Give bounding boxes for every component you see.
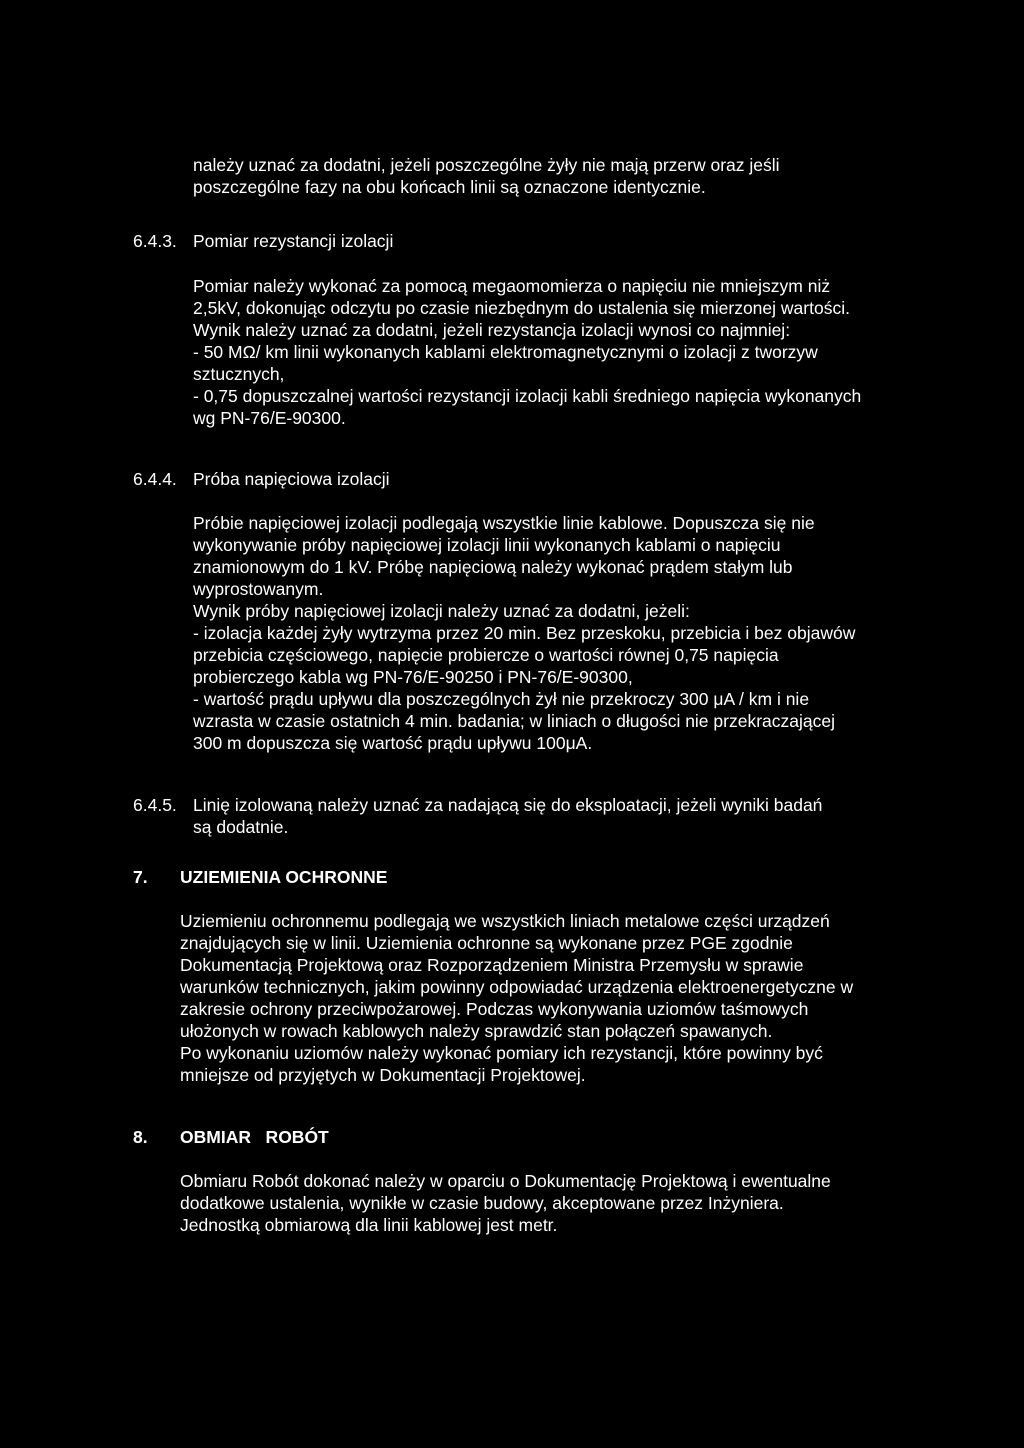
section-body-6-4-5	[193, 794, 993, 838]
paragraph-line: wykonywanie próby napięciowej izolacji linii wykonanych kablami o napięciu	[193, 535, 781, 555]
paragraph-line: - izolacja każdej żyły wytrzyma przez 20 min. Bez przeskoku, przebicia i bez objawów	[193, 623, 856, 643]
paragraph-line: Obmiaru Robót dokonać należy w oparciu o Dokumentację Projektową i ewentualne	[180, 1171, 831, 1191]
intro-paragraph	[193, 154, 993, 198]
paragraph-line: Pomiar należy wykonać za pomocą megaomomierza o napięciu nie mniejszym niż	[193, 276, 831, 296]
paragraph-line: mniejsze od przyjętych w Dokumentacji Projektowej.	[180, 1065, 586, 1085]
section-title-6-4-3: Pomiar rezystancji izolacji	[193, 231, 394, 251]
section-title-6-4-4: Próba napięciowa izolacji	[193, 469, 390, 489]
section-body-8	[180, 1170, 1000, 1236]
paragraph-line: znajdujących się w linii. Uziemienia ochronne są wykonane przez PGE zgodnie	[180, 933, 793, 953]
section-number-8: 8.	[133, 1127, 148, 1147]
paragraph-line: znamionowym do 1 kV. Próbę napięciową należy wykonać prądem stałym lub	[193, 557, 793, 577]
paragraph-line: 300 m dopuszcza się wartość prądu upływu 100μA.	[193, 733, 593, 753]
paragraph-line: sztucznych,	[193, 364, 285, 384]
paragraph-line: - 50 MΩ/ km linii wykonanych kablami elektromagnetycznymi o izolacji z tworzyw	[193, 342, 818, 362]
paragraph-line: Uziemieniu ochronnemu podlegają we wszystkich liniach metalowe części urządzeń	[180, 911, 830, 931]
section-number-6-4-4: 6.4.4.	[133, 469, 177, 489]
section-body-6-4-4	[193, 512, 993, 754]
paragraph-line: wzrasta w czasie ostatnich 4 min. badania; w liniach o długości nie przekraczającej	[193, 711, 835, 731]
paragraph-line: - wartość prądu upływu dla poszczególnych żył nie przekroczy 300 μA / km i nie	[193, 689, 810, 709]
paragraph-line: ułożonych w rowach kablowych należy sprawdzić stan połączeń spawanych.	[180, 1021, 773, 1041]
section-body-6-4-3	[193, 275, 993, 429]
paragraph-line: poszczególne fazy na obu końcach linii są oznaczone identycznie.	[193, 177, 706, 197]
paragraph-line: dodatkowe ustalenia, wynikłe w czasie budowy, akceptowane przez Inżyniera.	[180, 1193, 784, 1213]
paragraph-line: zakresie ochrony przeciwpożarowej. Podczas wykonywania uziomów taśmowych	[180, 999, 809, 1019]
paragraph-line: warunków technicznych, jakim powinny odpowiadać urządzenia elektroenergetyczne w	[180, 977, 854, 997]
paragraph-line: wg PN-76/E-90300.	[193, 408, 346, 428]
section-number-7: 7.	[133, 867, 148, 887]
paragraph-line: probierczego kabla wg PN-76/E-90250 i PN-76/E-90300,	[193, 667, 633, 687]
paragraph-line: przebicia częściowego, napięcie probiercze o wartości równej 0,75 napięcia	[193, 645, 779, 665]
paragraph-line: - 0,75 dopuszczalnej wartości rezystancji izolacji kabli średniego napięcia wykonanych	[193, 386, 862, 406]
paragraph-line: Wynik próby napięciowej izolacji należy uznać za dodatni, jeżeli:	[193, 601, 690, 621]
section-body-7	[180, 910, 1000, 1086]
section-number-6-4-5: 6.4.5.	[133, 795, 177, 815]
paragraph-line: Linię izolowaną należy uznać za nadającą się do eksploatacji, jeżeli wyniki badań	[193, 795, 823, 815]
paragraph-line: Jednostką obmiarową dla linii kablowej jest metr.	[180, 1215, 558, 1235]
paragraph-line: Wynik należy uznać za dodatni, jeżeli rezystancja izolacji wynosi co najmniej:	[193, 320, 791, 340]
paragraph-line: wyprostowanym.	[193, 579, 324, 599]
section-number-6-4-3: 6.4.3.	[133, 231, 177, 251]
section-title-7: UZIEMIENIA OCHRONNE	[180, 867, 388, 887]
paragraph-line: 2,5kV, dokonując odczytu po czasie niezbędnym do ustalenia się mierzonej wartości.	[193, 298, 850, 318]
paragraph-line: Po wykonaniu uziomów należy wykonać pomiary ich rezystancji, które powinny być	[180, 1043, 823, 1063]
section-title-8: OBMIAR ROBÓT	[180, 1127, 329, 1147]
paragraph-line: Dokumentacją Projektową oraz Rozporządzeniem Ministra Przemysłu w sprawie	[180, 955, 804, 975]
paragraph-line: są dodatnie.	[193, 817, 289, 837]
paragraph-line: Próbie napięciowej izolacji podlegają wszystkie linie kablowe. Dopuszcza się nie	[193, 513, 815, 533]
paragraph-line: należy uznać za dodatni, jeżeli poszczególne żyły nie mają przerw oraz jeśli	[193, 155, 780, 175]
